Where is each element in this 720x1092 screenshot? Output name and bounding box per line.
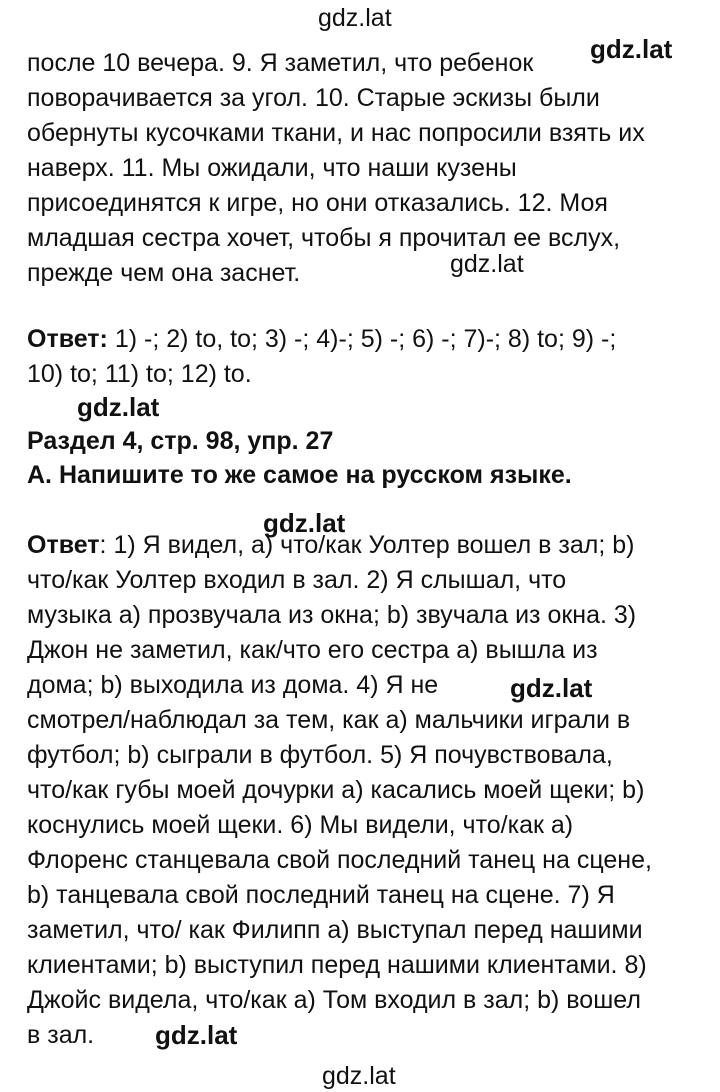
watermark-mid-3: gdz.lat <box>263 508 346 538</box>
answer-line: дома; b) выходила из дома. 4) Я не <box>27 671 439 699</box>
answer-block-1 <box>27 322 707 392</box>
translation-paragraph <box>27 46 707 291</box>
answer-label: Ответ <box>27 531 100 559</box>
text-line: обернуты кусочками ткани, и нас попросили взять их <box>27 119 645 147</box>
answer-line: Джон не заметил, как/что его сестра а) вышла из <box>27 636 598 664</box>
answer-text: : 1) Я видел, а) что/как Уолтер вошел в зал; b) <box>99 531 635 559</box>
watermark-top-right: gdz.lat <box>590 34 673 64</box>
watermark-top: gdz.lat <box>318 4 392 32</box>
watermark-bottom-1: gdz.lat <box>155 1020 238 1050</box>
watermark-bottom: gdz.lat <box>322 1062 396 1090</box>
watermark-mid-2: gdz.lat <box>77 392 160 422</box>
section-task: A. Напишите то же самое на русском языке. <box>27 461 572 489</box>
answer-line: что/как губы моей дочурки а) касались моей щеки; b) <box>27 776 645 804</box>
text-line: после 10 вечера. 9. Я заметил, что ребенок <box>27 49 534 77</box>
watermark-mid-1: gdz.lat <box>450 250 524 278</box>
answer-label: Ответ: <box>27 325 108 353</box>
answer-line: Флоренс станцевала свой последний танец на сцене, <box>27 846 652 874</box>
answer-line <box>27 322 707 357</box>
answer-text: 1) -; 2) to, to; 3) -; 4)-; 5) -; 6) -; 7)-; 8) to; 9) -; <box>107 325 617 353</box>
answer-line: b) танцевала свой последний танец на сцене. 7) Я <box>27 881 615 909</box>
answer-line: смотрел/наблюдал за тем, как а) мальчики играли в <box>27 706 631 734</box>
answer-line: футбол; b) сыграли в футбол. 5) Я почувствовала, <box>27 741 613 769</box>
answer-line: клиентами; b) выступил перед нашими клиентами. 8) <box>27 951 647 979</box>
text-line: прежде чем она заснет. <box>27 259 301 287</box>
answer-line: Джойс видела, что/как а) Том входил в зал; b) вошел <box>27 986 641 1014</box>
text-line: присоединятся к игре, но они отказались. 12. Моя <box>27 189 608 217</box>
watermark-mid-4: gdz.lat <box>510 673 593 703</box>
answer-line: 10) to; 11) to; 12) to. <box>27 360 252 388</box>
text-line: поворачивается за угол. 10. Старые эскизы были <box>27 84 600 112</box>
answer-line: заметил, что/ как Филипп а) выступал перед нашими <box>27 916 643 944</box>
answer-line: в зал. <box>27 1021 95 1049</box>
answer-line: музыка а) прозвучала из окна; b) звучала из окна. 3) <box>27 601 637 629</box>
text-line: наверх. 11. Мы ожидали, что наши кузены <box>27 154 517 182</box>
answer-line: что/как Уолтер входил в зал. 2) Я слышал, что <box>27 566 567 594</box>
answer-block-2 <box>27 528 707 1053</box>
section-title: Раздел 4, стр. 98, упр. 27 <box>27 427 334 455</box>
answer-line <box>27 528 707 563</box>
text-line: младшая сестра хочет, чтобы я прочитал ее вслух, <box>27 224 621 252</box>
answer-line: коснулись моей щеки. 6) Мы видели, что/как а) <box>27 811 574 839</box>
